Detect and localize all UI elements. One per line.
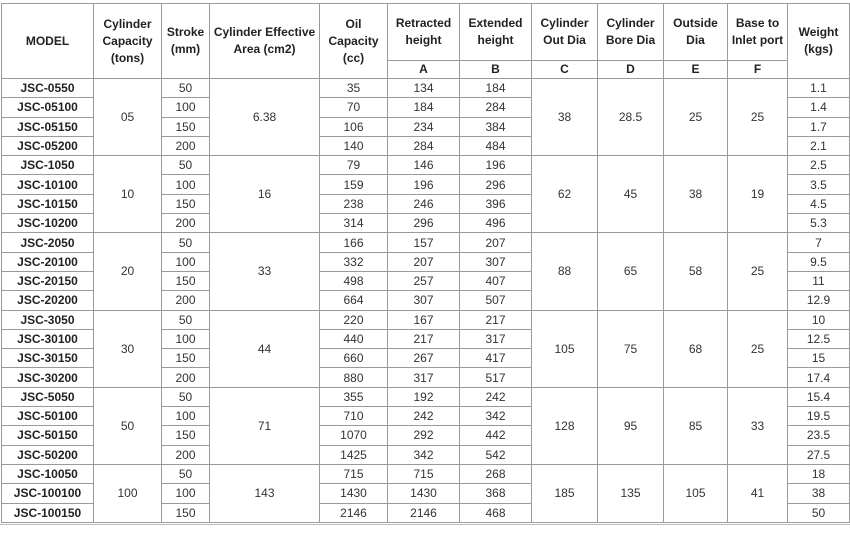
cell-oil: 880 (320, 368, 388, 387)
cell-model: JSC-50150 (2, 426, 94, 445)
cell-retracted: 207 (388, 252, 460, 271)
cell-model: JSC-0550 (2, 79, 94, 98)
cell-oil: 332 (320, 252, 388, 271)
table-row (2, 79, 850, 98)
cell-retracted: 184 (388, 98, 460, 117)
cell-base: 19 (728, 156, 788, 233)
cell-retracted: 284 (388, 136, 460, 155)
col-header-outdia: Cylinder Out Dia (532, 4, 598, 61)
cell-extended: 342 (460, 407, 532, 426)
cell-outside: 58 (664, 233, 728, 310)
col-header-stroke: Stroke (mm) (162, 4, 210, 79)
cell-outside: 25 (664, 79, 728, 156)
table-row (2, 310, 850, 329)
cell-oil: 2146 (320, 503, 388, 522)
cell-oil: 79 (320, 156, 388, 175)
cell-stroke: 150 (162, 349, 210, 368)
cell-retracted: 715 (388, 464, 460, 483)
cell-oil: 166 (320, 233, 388, 252)
cell-extended: 496 (460, 214, 532, 233)
cell-oil: 664 (320, 291, 388, 310)
cell-boredia: 28.5 (598, 79, 664, 156)
cell-outside: 68 (664, 310, 728, 387)
col-header-extended: Extended height (460, 4, 532, 61)
cell-oil: 1430 (320, 484, 388, 503)
cell-stroke: 150 (162, 426, 210, 445)
cell-outside: 38 (664, 156, 728, 233)
cell-retracted: 167 (388, 310, 460, 329)
cell-stroke: 50 (162, 79, 210, 98)
cell-retracted: 342 (388, 445, 460, 464)
cell-extended: 368 (460, 484, 532, 503)
cell-oil: 314 (320, 214, 388, 233)
cell-model: JSC-05200 (2, 136, 94, 155)
cell-retracted: 234 (388, 117, 460, 136)
cell-retracted: 2146 (388, 503, 460, 522)
subheader-e: E (664, 61, 728, 79)
subheader-a: A (388, 61, 460, 79)
cell-retracted: 296 (388, 214, 460, 233)
cell-retracted: 246 (388, 194, 460, 213)
cell-capacity: 10 (94, 156, 162, 233)
cell-stroke: 50 (162, 156, 210, 175)
cell-stroke: 200 (162, 445, 210, 464)
cell-model: JSC-10150 (2, 194, 94, 213)
col-header-retracted: Retracted height (388, 4, 460, 61)
cell-model: JSC-30150 (2, 349, 94, 368)
cell-extended: 484 (460, 136, 532, 155)
cell-stroke: 100 (162, 407, 210, 426)
cell-area: 71 (210, 387, 320, 464)
cell-retracted: 196 (388, 175, 460, 194)
cell-model: JSC-20100 (2, 252, 94, 271)
cell-model: JSC-50100 (2, 407, 94, 426)
cell-extended: 517 (460, 368, 532, 387)
table-row (2, 387, 850, 406)
cell-capacity: 05 (94, 79, 162, 156)
cell-stroke: 100 (162, 329, 210, 348)
col-header-weight: Weight (kgs) (788, 4, 850, 79)
cell-extended: 242 (460, 387, 532, 406)
cell-stroke: 50 (162, 464, 210, 483)
cell-model: JSC-10050 (2, 464, 94, 483)
cell-extended: 207 (460, 233, 532, 252)
bottom-divider (0, 524, 850, 525)
cell-outdia: 88 (532, 233, 598, 310)
cell-weight: 19.5 (788, 407, 850, 426)
cell-boredia: 135 (598, 464, 664, 522)
spec-table (1, 3, 850, 523)
cell-weight: 17.4 (788, 368, 850, 387)
cell-weight: 1.4 (788, 98, 850, 117)
header-row (2, 4, 850, 61)
subheader-f: F (728, 61, 788, 79)
cell-weight: 2.1 (788, 136, 850, 155)
cell-weight: 3.5 (788, 175, 850, 194)
cell-boredia: 45 (598, 156, 664, 233)
cell-oil: 498 (320, 271, 388, 290)
cell-stroke: 200 (162, 214, 210, 233)
cell-extended: 507 (460, 291, 532, 310)
cell-model: JSC-20200 (2, 291, 94, 310)
cell-outdia: 38 (532, 79, 598, 156)
cell-oil: 660 (320, 349, 388, 368)
cell-weight: 9.5 (788, 252, 850, 271)
cell-stroke: 50 (162, 310, 210, 329)
cell-boredia: 65 (598, 233, 664, 310)
cell-extended: 442 (460, 426, 532, 445)
cell-model: JSC-10200 (2, 214, 94, 233)
cell-retracted: 217 (388, 329, 460, 348)
cell-weight: 1.1 (788, 79, 850, 98)
cell-weight: 15 (788, 349, 850, 368)
cell-weight: 1.7 (788, 117, 850, 136)
cell-outdia: 128 (532, 387, 598, 464)
cell-weight: 27.5 (788, 445, 850, 464)
table-body (2, 79, 850, 523)
cell-extended: 396 (460, 194, 532, 213)
cell-extended: 184 (460, 79, 532, 98)
cell-weight: 15.4 (788, 387, 850, 406)
cell-stroke: 50 (162, 233, 210, 252)
cell-retracted: 242 (388, 407, 460, 426)
cell-retracted: 317 (388, 368, 460, 387)
cell-capacity: 20 (94, 233, 162, 310)
col-header-area: Cylinder Effective Area (cm2) (210, 4, 320, 79)
cell-model: JSC-3050 (2, 310, 94, 329)
cell-extended: 542 (460, 445, 532, 464)
cell-area: 6.38 (210, 79, 320, 156)
cell-base: 25 (728, 310, 788, 387)
cell-outdia: 62 (532, 156, 598, 233)
cell-weight: 11 (788, 271, 850, 290)
cell-model: JSC-20150 (2, 271, 94, 290)
cell-stroke: 100 (162, 252, 210, 271)
subheader-b: B (460, 61, 532, 79)
cell-stroke: 150 (162, 117, 210, 136)
cell-retracted: 157 (388, 233, 460, 252)
cell-area: 143 (210, 464, 320, 522)
cell-stroke: 100 (162, 484, 210, 503)
cell-oil: 35 (320, 79, 388, 98)
cell-stroke: 150 (162, 503, 210, 522)
cell-outside: 105 (664, 464, 728, 522)
col-header-boredia: Cylinder Bore Dia (598, 4, 664, 61)
cell-oil: 355 (320, 387, 388, 406)
cell-model: JSC-30200 (2, 368, 94, 387)
cell-extended: 196 (460, 156, 532, 175)
cell-base: 33 (728, 387, 788, 464)
cell-weight: 5.3 (788, 214, 850, 233)
cell-oil: 106 (320, 117, 388, 136)
cell-oil: 715 (320, 464, 388, 483)
cell-retracted: 307 (388, 291, 460, 310)
col-header-oil: Oil Capacity (cc) (320, 4, 388, 79)
cell-capacity: 30 (94, 310, 162, 387)
cell-base: 25 (728, 79, 788, 156)
cell-weight: 23.5 (788, 426, 850, 445)
col-header-base: Base to Inlet port (728, 4, 788, 61)
cell-weight: 4.5 (788, 194, 850, 213)
cell-stroke: 200 (162, 291, 210, 310)
cell-oil: 140 (320, 136, 388, 155)
cell-capacity: 100 (94, 464, 162, 522)
cell-stroke: 100 (162, 175, 210, 194)
cell-stroke: 150 (162, 271, 210, 290)
subheader-d: D (598, 61, 664, 79)
cell-retracted: 146 (388, 156, 460, 175)
cell-model: JSC-1050 (2, 156, 94, 175)
cell-stroke: 50 (162, 387, 210, 406)
cell-oil: 1425 (320, 445, 388, 464)
cell-stroke: 150 (162, 194, 210, 213)
cell-weight: 50 (788, 503, 850, 522)
cell-extended: 296 (460, 175, 532, 194)
table-row (2, 156, 850, 175)
table-row (2, 233, 850, 252)
cell-retracted: 1430 (388, 484, 460, 503)
cell-oil: 159 (320, 175, 388, 194)
cell-outdia: 185 (532, 464, 598, 522)
cell-model: JSC-100150 (2, 503, 94, 522)
cell-extended: 407 (460, 271, 532, 290)
cell-stroke: 200 (162, 136, 210, 155)
cell-extended: 307 (460, 252, 532, 271)
cell-weight: 7 (788, 233, 850, 252)
cell-retracted: 134 (388, 79, 460, 98)
cell-model: JSC-05100 (2, 98, 94, 117)
cell-oil: 238 (320, 194, 388, 213)
cell-area: 16 (210, 156, 320, 233)
table-row (2, 464, 850, 483)
cell-oil: 220 (320, 310, 388, 329)
cell-oil: 70 (320, 98, 388, 117)
cell-retracted: 257 (388, 271, 460, 290)
cell-oil: 440 (320, 329, 388, 348)
cell-retracted: 292 (388, 426, 460, 445)
cell-oil: 710 (320, 407, 388, 426)
cell-extended: 317 (460, 329, 532, 348)
cell-boredia: 75 (598, 310, 664, 387)
subheader-c: C (532, 61, 598, 79)
col-header-model: MODEL (2, 4, 94, 79)
cell-weight: 2.5 (788, 156, 850, 175)
cell-extended: 268 (460, 464, 532, 483)
cell-model: JSC-100100 (2, 484, 94, 503)
cell-extended: 417 (460, 349, 532, 368)
cell-model: JSC-50200 (2, 445, 94, 464)
cell-extended: 468 (460, 503, 532, 522)
cell-model: JSC-2050 (2, 233, 94, 252)
cell-weight: 38 (788, 484, 850, 503)
cell-outdia: 105 (532, 310, 598, 387)
cell-weight: 12.5 (788, 329, 850, 348)
cell-stroke: 100 (162, 98, 210, 117)
cell-base: 41 (728, 464, 788, 522)
cell-area: 33 (210, 233, 320, 310)
cell-capacity: 50 (94, 387, 162, 464)
cell-oil: 1070 (320, 426, 388, 445)
cell-retracted: 267 (388, 349, 460, 368)
cell-model: JSC-05150 (2, 117, 94, 136)
cell-extended: 217 (460, 310, 532, 329)
cell-extended: 384 (460, 117, 532, 136)
cell-outside: 85 (664, 387, 728, 464)
cell-boredia: 95 (598, 387, 664, 464)
cell-weight: 10 (788, 310, 850, 329)
cell-base: 25 (728, 233, 788, 310)
cell-model: JSC-5050 (2, 387, 94, 406)
cell-model: JSC-30100 (2, 329, 94, 348)
cell-retracted: 192 (388, 387, 460, 406)
cell-area: 44 (210, 310, 320, 387)
cell-extended: 284 (460, 98, 532, 117)
cell-weight: 18 (788, 464, 850, 483)
cell-model: JSC-10100 (2, 175, 94, 194)
col-header-outside: Outside Dia (664, 4, 728, 61)
cell-stroke: 200 (162, 368, 210, 387)
cell-weight: 12.9 (788, 291, 850, 310)
col-header-capacity: Cylinder Capacity (tons) (94, 4, 162, 79)
